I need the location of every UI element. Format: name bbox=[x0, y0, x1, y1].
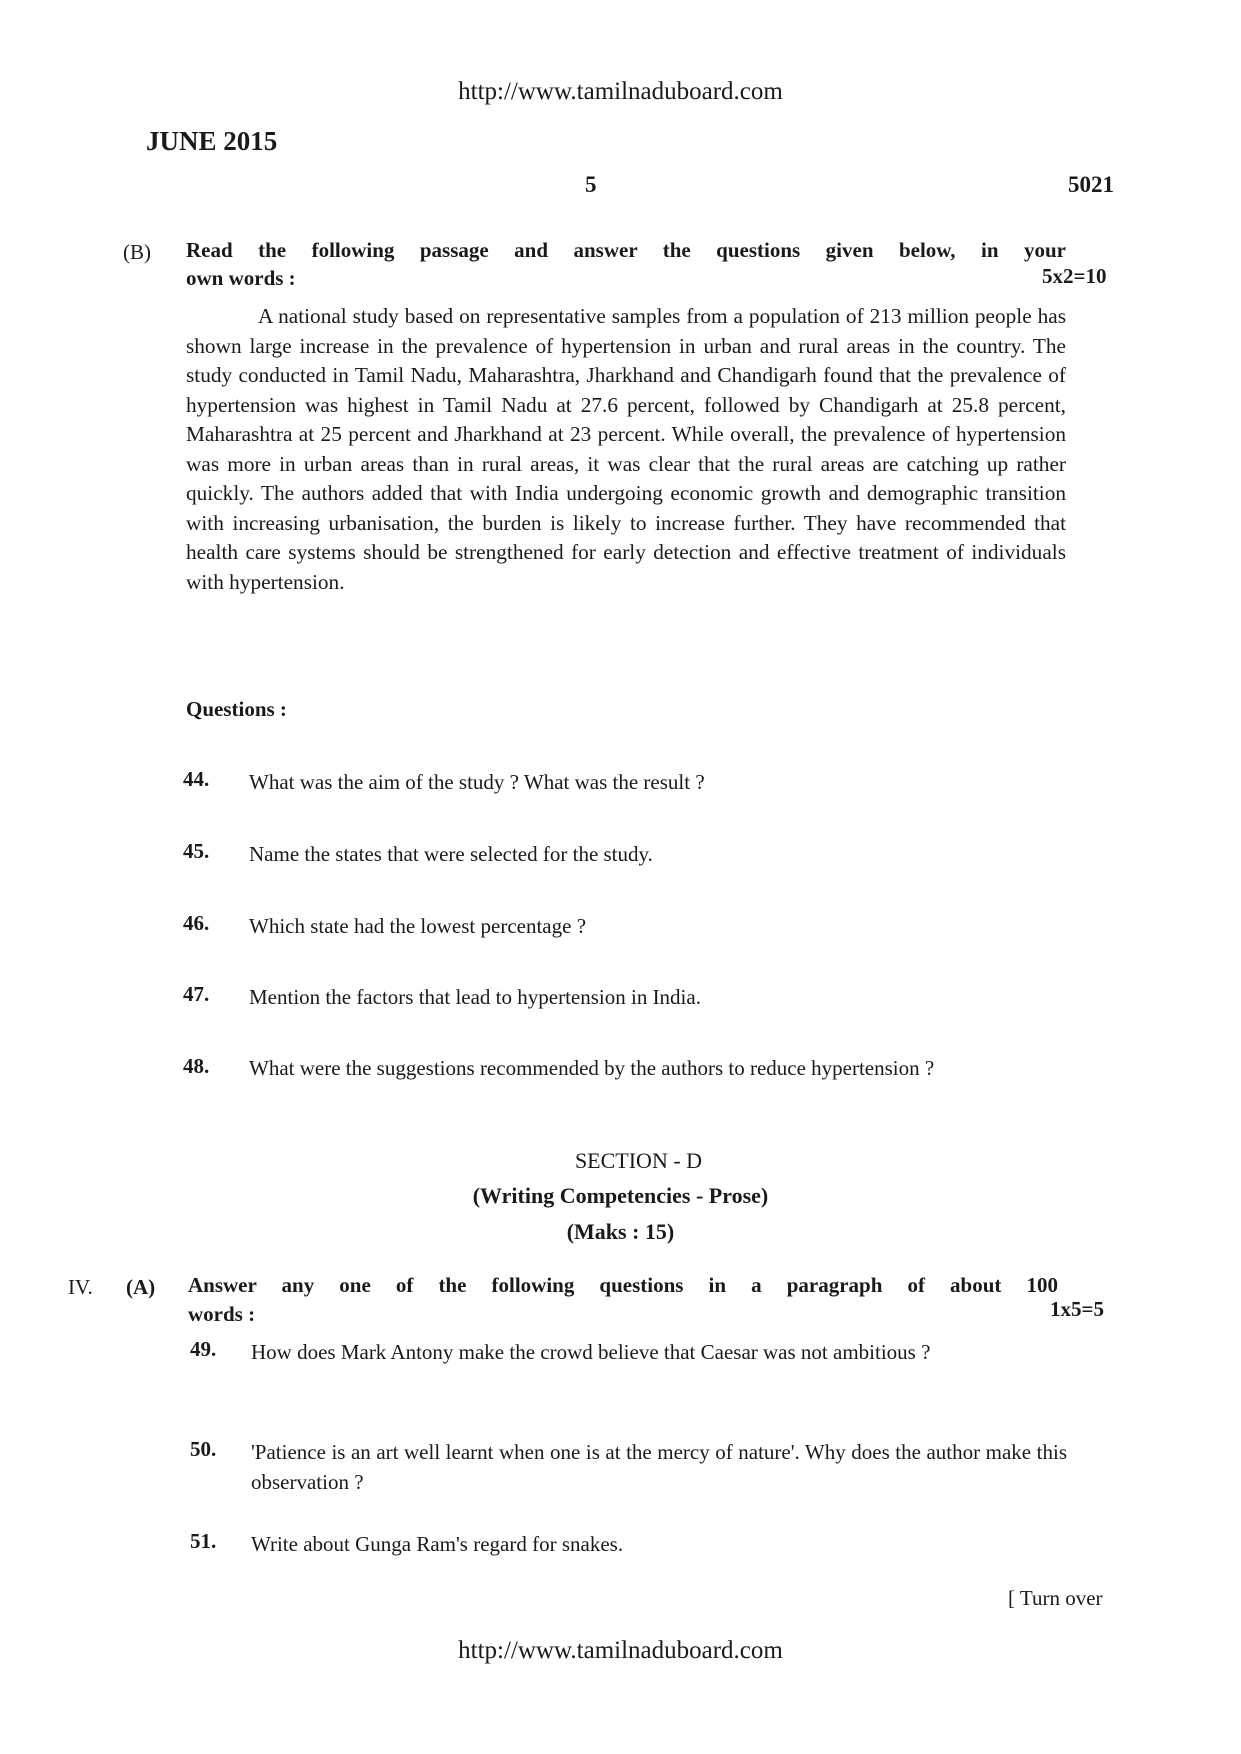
part-a-label: (A) bbox=[126, 1275, 156, 1299]
question-number: 48. bbox=[183, 1054, 210, 1078]
question-number: 47. bbox=[183, 982, 210, 1006]
exam-date: JUNE 2015 bbox=[146, 126, 278, 156]
part-b-instruction-line1: Read the following passage and answer the questions given below, in your bbox=[186, 238, 1066, 262]
header-url: http://www.tamilnaduboard.com bbox=[458, 78, 783, 105]
section-title: SECTION - D bbox=[574, 1148, 703, 1173]
part-b-label: (B) bbox=[123, 240, 151, 264]
question-text: What were the suggestions recommended by the authors to reduce hypertension ? bbox=[249, 1056, 935, 1080]
question-number: 45. bbox=[183, 839, 210, 863]
part-a-marks: 1x5=5 bbox=[1050, 1297, 1104, 1321]
questions-heading: Questions : bbox=[186, 697, 287, 721]
part-b-instruction-line2: own words : bbox=[186, 266, 296, 290]
part-a-instruction-line1: Answer any one of the following questions in a paragraph of about 100 bbox=[188, 1273, 1058, 1297]
part-b-marks: 5x2=10 bbox=[1042, 264, 1107, 288]
turn-over-note: [ Turn over bbox=[1008, 1586, 1103, 1610]
question-text: 'Patience is an art well learnt when one is at the mercy of nature'. Why does the author make this observation ? bbox=[251, 1440, 1067, 1494]
question-text: Name the states that were selected for the study. bbox=[249, 842, 653, 866]
question-text: Mention the factors that lead to hypertension in India. bbox=[249, 985, 701, 1009]
section-subtitle: (Writing Competencies - Prose) bbox=[472, 1183, 769, 1208]
comprehension-passage: A national study based on representative samples from a population of 213 million people has shown large increase in the prevalence of hypertension in urban and rural areas in the country. The study conducted in Tamil Nadu, Maharashtra, Jharkhand and Chandigarh found that the prevalence of hypertension was highest in Tamil Nadu at 27.6 percent, followed by Chandigarh at 25.8 percent, Maharashtra at 25 percent and Jharkhand at 23 percent. While overall, the prevalence of hypertension was more in urban areas than in rural areas, it was clear that the rural areas are catching up rather quickly. The authors added that with India undergoing economic growth and demographic transition with increasing urbanisation, the burden is likely to increase further. They have recommended that health care systems should be strengthened for early detection and effective treatment of individuals with hypertension. bbox=[186, 304, 1066, 594]
part-iv-roman-label: IV. bbox=[68, 1275, 93, 1299]
question-number: 50. bbox=[190, 1437, 217, 1461]
page-number: 5 bbox=[585, 172, 597, 197]
part-a-instruction-line2: words : bbox=[188, 1302, 256, 1326]
footer-url: http://www.tamilnaduboard.com bbox=[458, 1637, 783, 1664]
paper-code: 5021 bbox=[1068, 172, 1114, 197]
question-text: Write about Gunga Ram's regard for snakes. bbox=[251, 1532, 624, 1556]
question-text: Which state had the lowest percentage ? bbox=[249, 914, 587, 938]
question-number: 46. bbox=[183, 911, 210, 935]
question-number: 51. bbox=[190, 1529, 217, 1553]
question-number: 44. bbox=[183, 767, 210, 791]
question-text: How does Mark Antony make the crowd believe that Caesar was not ambitious ? bbox=[251, 1340, 931, 1364]
question-number: 49. bbox=[190, 1337, 217, 1361]
section-marks: (Maks : 15) bbox=[566, 1219, 675, 1244]
question-text: What was the aim of the study ? What was the result ? bbox=[249, 770, 705, 794]
